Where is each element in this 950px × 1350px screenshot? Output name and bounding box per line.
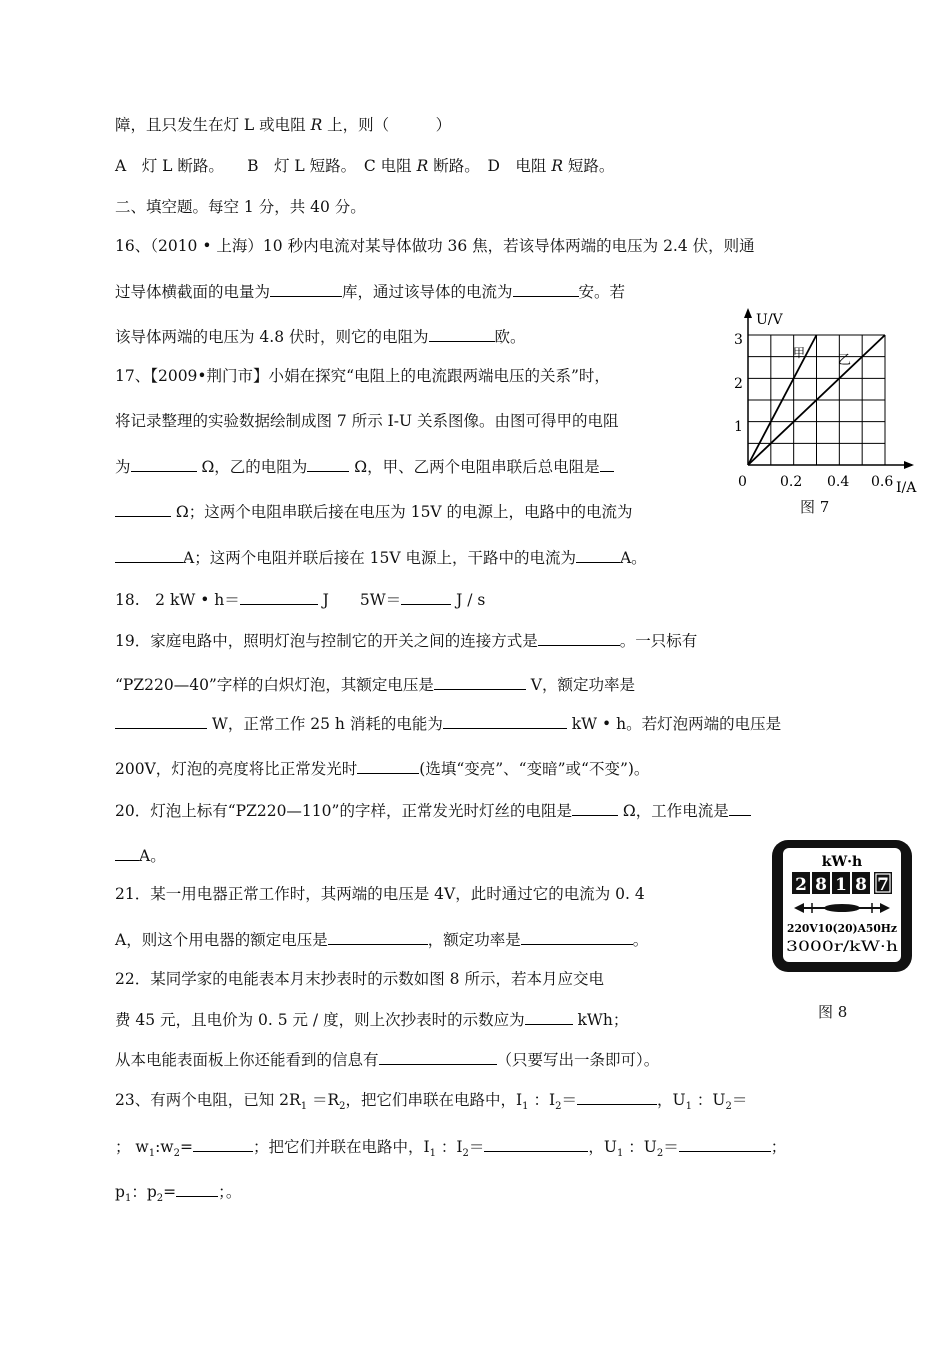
- text-line: [115, 411, 619, 431]
- text-line: [115, 589, 485, 610]
- italic-symbol: R: [416, 157, 429, 175]
- text-line: [115, 800, 751, 821]
- y-tick-label: 2: [734, 376, 743, 392]
- text-run: ＝: [663, 1138, 679, 1156]
- text-run: 从本电能表面板上你还能看到的信息有: [115, 1051, 379, 1069]
- text-run: ；: [770, 1138, 787, 1156]
- text-line: [115, 969, 604, 989]
- text-run: kW • h。若灯泡两端的电压是: [566, 715, 782, 733]
- meter-digit: 2: [795, 875, 807, 895]
- answer-blank[interactable]: [131, 456, 197, 472]
- text-line: [115, 115, 451, 135]
- subscript: 2: [173, 1148, 180, 1160]
- answer-blank[interactable]: [513, 281, 579, 297]
- text-run: Ω，甲、乙两个电阻串联后总电阻是: [349, 458, 600, 476]
- y-axis-label: U/V: [756, 312, 783, 328]
- text-run: 16、（2010 • 上海）10 秒内电流对某导体做功 36 焦，若该导体两端的电压为 2.4 伏，则通: [115, 237, 755, 255]
- text-line: [115, 630, 697, 651]
- text-line: [115, 501, 633, 522]
- text-run: =: [163, 1183, 177, 1201]
- text-run: ＝: [468, 1138, 485, 1156]
- answer-blank[interactable]: [577, 1089, 657, 1105]
- text-run: kWh；: [572, 1011, 629, 1029]
- text-run: 17、【2009•荆门市】小娟在探究“电阻上的电流跟两端电压的关系”时，: [115, 367, 610, 385]
- text-run: p: [115, 1183, 125, 1201]
- text-run: 断路。 D 电阻: [428, 157, 552, 175]
- italic-symbol: R: [551, 157, 563, 175]
- text-run: （只要写出一条即可）。: [496, 1051, 660, 1069]
- text-line: [115, 281, 625, 302]
- text-run: Ω；这两个电阻串联后接在电压为 15V 的电源上，电路中的电流为: [171, 503, 633, 521]
- text-line: [115, 156, 614, 176]
- series-label-yi: 乙: [838, 353, 852, 368]
- answer-blank[interactable]: [115, 501, 171, 517]
- figure-8-electric-meter: [772, 840, 912, 972]
- text-run: 安。若: [578, 283, 626, 301]
- text-run: ； w: [115, 1138, 149, 1156]
- text-run: 18. 2 kW • h＝: [115, 591, 240, 609]
- text-run: 过导体横截面的电量为: [115, 283, 271, 301]
- text-run: A；这两个电阻并联后接在 15V 电源上，干路中的电流为: [183, 549, 576, 567]
- answer-blank[interactable]: [193, 1136, 253, 1152]
- text-run: ；把它们并联在电路中，I: [252, 1138, 430, 1156]
- text-run: J 5W＝: [317, 591, 402, 609]
- text-line: [115, 758, 649, 779]
- x-axis-arrow-icon: [904, 461, 914, 469]
- text-run: =: [179, 1138, 193, 1156]
- answer-blank[interactable]: [401, 589, 451, 605]
- text-run: 23、有两个电阻，已知 2R: [115, 1091, 301, 1109]
- x-tick-label: 0.6: [871, 474, 894, 490]
- origin-label: 0: [738, 474, 747, 490]
- text-run: 200V，灯泡的亮度将比正常发光时: [115, 760, 358, 778]
- text-run: 22．某同学家的电能表本月末抄表时的示数如图 8 所示，若本月应交电: [115, 970, 604, 988]
- meter-digit: 8: [815, 875, 827, 895]
- text-run: ＝: [731, 1091, 748, 1109]
- answer-blank[interactable]: [429, 326, 495, 342]
- text-run: 费 45 元，且电价为 0. 5 元 / 度，则上次抄表时的示数应为: [115, 1011, 525, 1029]
- text-run: 欧。: [494, 328, 526, 346]
- text-line: [115, 1049, 659, 1070]
- subscript: 2: [725, 1101, 732, 1113]
- text-run: (选填“变亮”、“变暗”或“不变”)。: [419, 760, 650, 778]
- text-line: [115, 1089, 747, 1117]
- text-run: A。: [139, 847, 166, 865]
- answer-blank[interactable]: [576, 547, 620, 563]
- text-line: [115, 713, 781, 734]
- text-run: ：U: [623, 1138, 657, 1156]
- text-run: 21．某一用电器正常工作时，其两端的电压是 4V，此时通过它的电流为 0. 4: [115, 885, 645, 903]
- meter-spec-constant: 3000r/kW·h: [786, 939, 898, 955]
- text-run: 20．灯泡上标有“PZ220—110”的字样，正常发光时灯丝的电阻是: [115, 802, 572, 820]
- subscript: 1: [616, 1148, 624, 1160]
- subscript: 1: [300, 1101, 308, 1113]
- subscript: 1: [429, 1148, 436, 1160]
- text-run: A 灯 L 断路。 B 灯 L 短路。 C 电阻: [115, 157, 417, 175]
- subscript: 1: [522, 1101, 529, 1113]
- meter-digit: 8: [855, 875, 867, 895]
- text-line: [115, 1009, 628, 1030]
- subscript: 1: [685, 1101, 692, 1113]
- answer-blank[interactable]: [270, 281, 342, 297]
- x-tick-label: 0.4: [827, 474, 850, 490]
- answer-blank[interactable]: [176, 1181, 218, 1197]
- y-tick-label: 1: [734, 419, 743, 435]
- answer-blank[interactable]: [600, 456, 614, 472]
- text-run: Ω，工作电流是: [617, 802, 729, 820]
- text-run: ，额定功率是: [427, 931, 521, 949]
- y-tick-label: 3: [734, 332, 743, 348]
- text-run: 短路。: [562, 157, 615, 175]
- meter-digit: 7: [877, 875, 889, 895]
- answer-blank[interactable]: [357, 758, 419, 774]
- subscript: 2: [339, 1101, 346, 1113]
- meter-unit: kW·h: [821, 854, 863, 870]
- text-run: 上，则（ ）: [322, 116, 452, 134]
- answer-blank[interactable]: [434, 674, 526, 690]
- text-run: ，U: [588, 1138, 617, 1156]
- text-run: ＝: [561, 1091, 577, 1109]
- text-run: 库，通过该导体的电流为: [342, 283, 513, 301]
- text-run: ：U: [691, 1091, 726, 1109]
- text-line: [115, 929, 648, 950]
- figure-7-iu-graph: [730, 300, 930, 520]
- answer-blank[interactable]: [484, 1136, 588, 1152]
- text-line: [115, 326, 526, 347]
- x-axis-label: I/A: [896, 480, 917, 496]
- answer-blank[interactable]: [240, 589, 318, 605]
- text-run: 。: [632, 931, 649, 949]
- text-line: [115, 547, 647, 568]
- text-run: 为: [115, 458, 131, 476]
- text-run: ，把它们串联在电路中，I: [345, 1091, 523, 1109]
- subscript: 2: [555, 1101, 562, 1113]
- text-line: [115, 1136, 786, 1164]
- text-run: ；。: [218, 1183, 242, 1201]
- answer-blank[interactable]: [525, 1009, 573, 1025]
- answer-blank[interactable]: [729, 800, 751, 816]
- x-tick-label: 0.2: [780, 474, 803, 490]
- text-run: 二、填空题。每空 1 分，共 40 分。: [115, 198, 366, 216]
- text-run: ＝R: [307, 1091, 340, 1109]
- text-run: Ω，乙的电阻为: [196, 458, 308, 476]
- answer-blank[interactable]: [307, 456, 349, 472]
- text-run: ，U: [657, 1091, 686, 1109]
- answer-blank[interactable]: [572, 800, 618, 816]
- text-run: 将记录整理的实验数据绘制成图 7 所示 I-U 关系图像。由图可得甲的电阻: [115, 412, 619, 430]
- italic-symbol: R: [310, 116, 323, 134]
- text-run: ：p: [131, 1183, 157, 1201]
- text-run: :w: [155, 1138, 174, 1156]
- answer-blank[interactable]: [443, 713, 567, 729]
- meter-spec-rating: 220V10(20)A50Hz: [787, 921, 898, 935]
- figure-7-caption: 图 7: [800, 498, 830, 516]
- answer-blank[interactable]: [115, 713, 207, 729]
- text-run: 该导体两端的电压为 4.8 伏时，则它的电阻为: [115, 328, 429, 346]
- subscript: 1: [124, 1193, 132, 1205]
- text-run: 。一只标有: [619, 632, 698, 650]
- answer-blank[interactable]: [115, 845, 139, 861]
- text-run: ：I: [435, 1138, 463, 1156]
- text-line: [115, 456, 614, 477]
- answer-blank[interactable]: [115, 547, 183, 563]
- text-run: ：I: [528, 1091, 556, 1109]
- answer-blank[interactable]: [379, 1049, 497, 1065]
- subscript: 1: [148, 1148, 156, 1160]
- figure-8-caption: 图 8: [818, 1003, 848, 1021]
- meter-digit: 1: [835, 875, 847, 895]
- answer-blank[interactable]: [679, 1136, 771, 1152]
- answer-blank[interactable]: [538, 630, 620, 646]
- text-line: [115, 884, 645, 904]
- answer-blank[interactable]: [521, 929, 633, 945]
- subscript: 2: [462, 1148, 469, 1160]
- text-line: [115, 1181, 241, 1209]
- text-run: “PZ220—40”字样的白炽灯泡，其额定电压是: [115, 676, 434, 694]
- text-run: A。: [619, 549, 647, 567]
- text-line: [115, 845, 166, 866]
- answer-blank[interactable]: [328, 929, 428, 945]
- text-run: V，额定功率是: [525, 676, 635, 694]
- text-line: [115, 197, 366, 217]
- text-run: 19．家庭电路中，照明灯泡与控制它的开关之间的连接方式是: [115, 632, 538, 650]
- text-run: J / s: [451, 591, 486, 609]
- series-label-jia: 甲: [793, 346, 806, 360]
- text-run: 障，且只发生在灯 L 或电阻: [115, 116, 311, 134]
- y-axis-arrow-icon: [744, 308, 752, 318]
- subscript: 2: [156, 1193, 164, 1205]
- text-run: W，正常工作 25 h 消耗的电能为: [207, 715, 443, 733]
- text-line: [115, 674, 635, 695]
- text-line: [115, 236, 755, 256]
- subscript: 2: [656, 1148, 664, 1160]
- text-run: A，则这个用电器的额定电压是: [115, 931, 328, 949]
- text-line: [115, 366, 610, 386]
